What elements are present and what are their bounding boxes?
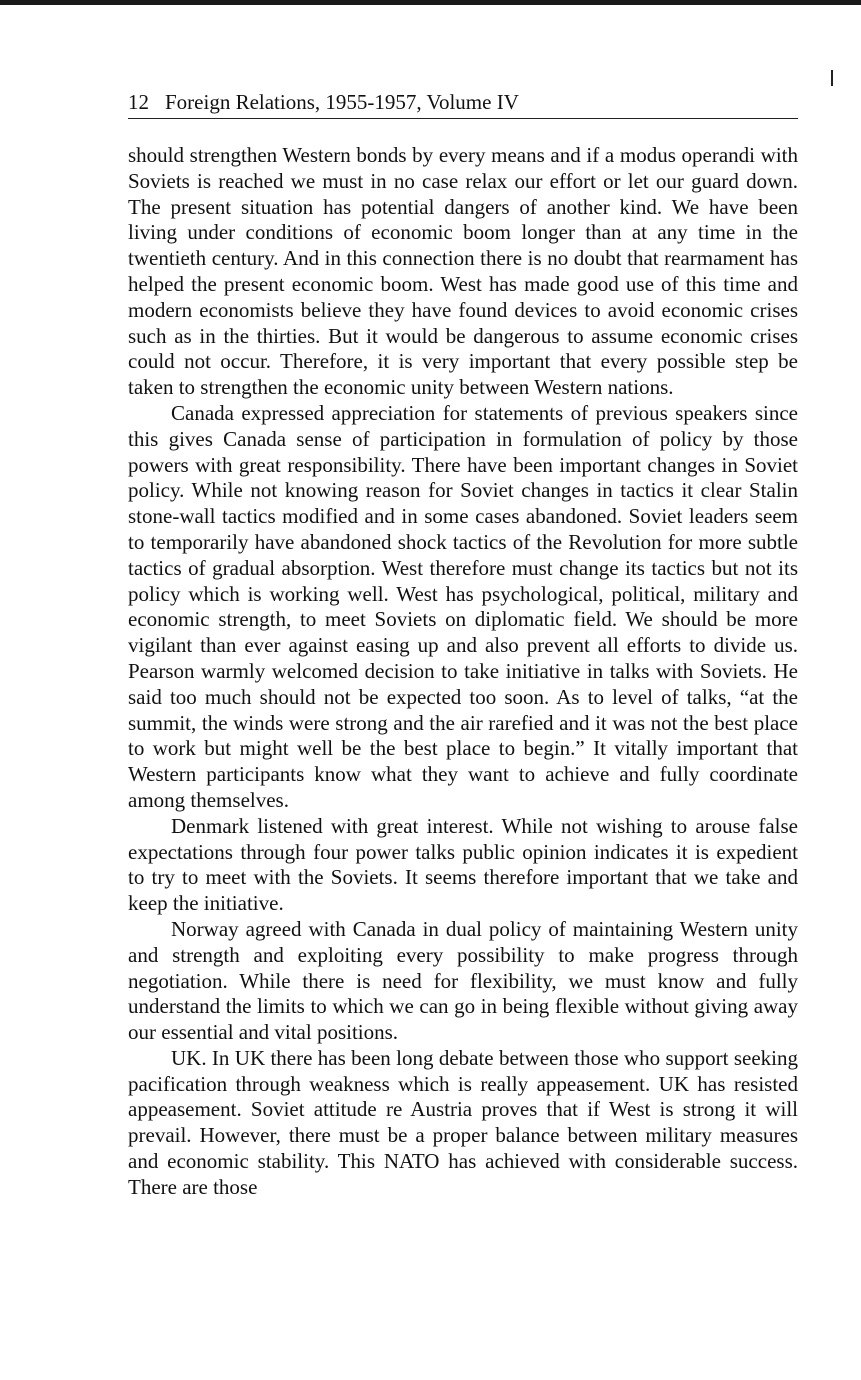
running-title: Foreign Relations, 1955-1957, Volume IV <box>165 90 519 114</box>
paragraph-continued: should strengthen Western bonds by every means and if a modus operandi with Soviets is reached we must in no case relax our effort or let our guard down. The present situation has potential dangers of another kind. We have been living under conditions of economic boom longer than at any time in the twentieth century. And in this connection there is no doubt that rearmament has helped the present economic boom. West has made good use of this time and modern economists believe they have found devices to avoid economic crises such as in the thirties. But it would be dangerous to assume economic crises could not occur. Therefore, it is very important that every possible step be taken to strengthen the economic unity between Western nations. <box>128 143 798 400</box>
paragraph-canada: Canada expressed appreciation for statements of previous speakers since this gives Canada sense of participation in formulation of policy by those powers with great responsibility. There have been important changes in Soviet policy. While not knowing reason for Soviet changes in tactics it clear Stalin stone-wall tactics modified and in some cases abandoned. Soviet leaders seem to temporarily have abandoned shock tactics of the Revolution for more subtle tactics of gradual absorption. West therefore must change its tactics but not its policy which is working well. West has psychological, political, military and economic strength, to meet Soviets on diplomatic field. We should be more vigilant than ever against easing up and also prevent all efforts to divide us. Pearson warmly welcomed decision to take initiative in talks with Soviets. He said too much should not be expected too soon. As to level of talks, “at the summit, the winds were strong and the air rarefied and it was not the best place to work but might well be the best place to begin.” It vitally important that Western participants know what they want to achieve and fully coordinate among themselves. <box>128 400 798 812</box>
margin-mark <box>831 70 833 86</box>
paragraph-norway: Norway agreed with Canada in dual policy of maintaining Western unity and strength and exploiting every possibility to make progress through negotiation. While there is need for flexibility, we must know and fully understand the limits to which we can go in being flexible without giving away our essential and vital positions. <box>128 916 798 1045</box>
paragraph-uk: UK. In UK there has been long debate between those who support seeking pacification through weakness which is really appeasement. UK has resisted appeasement. Soviet attitude re Austria proves that if West is strong it will prevail. However, there must be a proper balance between military measures and economic stability. This NATO has achieved with considerable success. There are those <box>128 1045 798 1199</box>
page-top-edge <box>0 0 861 5</box>
paragraph-denmark: Denmark listened with great interest. While not wishing to arouse false expectations through four power talks public opinion indicates it is expedient to try to meet with the Soviets. It seems therefore important that we take and keep the initiative. <box>128 813 798 916</box>
running-header <box>128 88 798 119</box>
page-number: 12 <box>128 90 149 114</box>
document-body <box>128 143 798 1201</box>
